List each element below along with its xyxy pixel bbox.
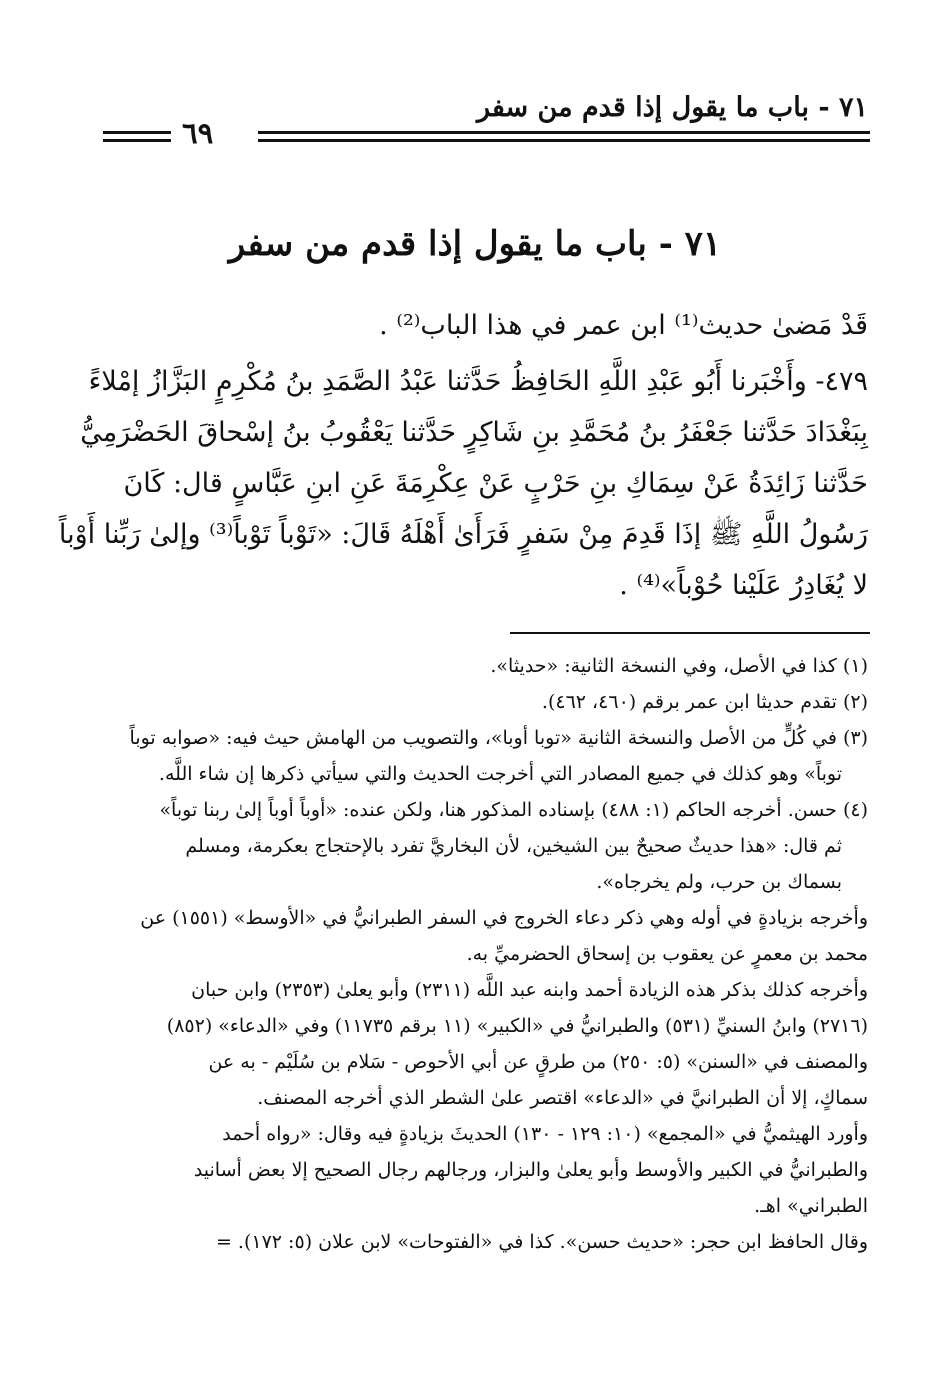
footnote-line: (٣) في كُلٍّ من الأصل والنسخة الثانية «توبا أوبا»، والتصويب من الهامش حيث فيه: «صوابه توباً <box>129 727 868 749</box>
hadith-line: لا يُغَادِرُ عَلَيْنا حُوْباً»⁽⁴⁾ . <box>619 570 868 601</box>
intro-line: قَدْ مَضىٰ حديث⁽¹⁾ ابن عمر في هذا الباب⁽²⁾ . <box>379 310 868 341</box>
footnote-line: (١) كذا في الأصل، وفي النسخة الثانية: «حديثا». <box>490 655 868 677</box>
footnote-line: (٢) تقدم حديثا ابن عمر برقم (٤٦٠، ٤٦٢). <box>541 691 868 713</box>
footnote-line: (٤) حسن. أخرجه الحاكم (١: ٤٨٨) بإسناده المذكور هنا، ولكن عنده: «أوباً أوباً إلىٰ ربنا توباً» <box>159 799 868 821</box>
header-rule-bottom <box>258 139 870 142</box>
hadith-line: رَسُولُ اللَّهِ ﷺ إذَا قَدِمَ مِنْ سَفرٍ فَرَأَىٰ أَهْلَهُ قَالَ: «تَوْباً تَوْباً⁽³⁾ وإلىٰ رَبِّنا أَوْباً <box>58 519 868 550</box>
footnote-line: وأخرجه بزيادةٍ في أوله وهي ذكر دعاء الخروج في السفر الطبرانيُّ في «الأوسط» (١٥٥١) عن <box>140 907 868 929</box>
hadith-line: حَدَّثنا زَائِدَةُ عَنْ سِمَاكِ بنِ حَرْبٍ عَنْ عِكْرِمَةَ عَنِ ابنِ عَبَّاسٍ قال: كَانَ <box>123 468 868 499</box>
page-number: ٦٩ <box>182 116 214 150</box>
header-rule-left-bottom <box>103 139 171 142</box>
footnote-line: (٢٧١٦) وابنُ السنيِّ (٥٣١) والطبرانيُّ في «الكبير» (١١ برقم ١١٧٣٥) وفي «الدعاء» (٨٥٢) <box>166 1015 868 1037</box>
footnote-line: بسماك بن حرب، ولم يخرجاه». <box>596 871 842 893</box>
chapter-title: ٧١ - باب ما يقول إذا قدم من سفر <box>228 224 722 264</box>
hadith-line: بِبَغْدَادَ حَدَّثنا جَعْفَرُ بنُ مُحَمَّدِ بنِ شَاكِرٍ حَدَّثنا يَعْقُوبُ بنُ إسْحاقَ الحَضْرَمِيُّ <box>80 417 868 448</box>
hadith-paragraph <box>58 356 868 611</box>
footnote-line: سماكٍ، إلا أن الطبرانيَّ في «الدعاء» اقتصر علىٰ الشطر الذي أخرجه المصنف. <box>257 1087 868 1109</box>
running-header-title: ٧١ - باب ما يقول إذا قدم من سفر <box>476 92 868 123</box>
footnote-line: وأورد الهيثميُّ في «المجمع» (١٠: ١٢٩ - ١٣٠) الحديثَ بزيادةٍ فيه وقال: «رواه أحمد <box>222 1123 868 1145</box>
footnote-line: توباً» وهو كذلك في جميع المصادر التي أخرجت الحديث والتي سيأتي ذكرها إن شاء اللَّه. <box>158 763 842 785</box>
header-rule-left-top <box>103 131 171 134</box>
footnote-line: والمصنف في «السنن» (٥: ٢٥٠) من طرقٍ عن أبي الأحوص - سَلام بن سُلَيْم - به عن <box>208 1051 868 1073</box>
footnote-separator <box>510 632 870 634</box>
header-rule-top <box>258 131 870 134</box>
footnote-line: والطبرانيُّ في الكبير والأوسط وأبو يعلىٰ والبزار، ورجالهم رجال الصحيح إلا بعض أسانيد <box>193 1159 868 1181</box>
hadith-line: ٤٧٩- وأَخْبَرنا أَبُو عَبْدِ اللَّهِ الحَافِظُ حَدَّثنا عَبْدُ الصَّمَدِ بنُ مُكْرِمٍ البَزَّازُ إمْلاءً <box>88 366 868 397</box>
footnote-line: الطبراني» اهـ. <box>754 1195 868 1217</box>
footnote-line: محمد بن معمرٍ عن يعقوب بن إسحاق الحضرميِّ به. <box>466 943 868 965</box>
footnote-line: وقال الحافظ ابن حجر: «حديث حسن». كذا في «الفتوحات» لابن علان (٥: ١٧٢). = <box>215 1231 868 1253</box>
footnote-line: ثم قال: «هذا حديثٌ صحيحٌ بين الشيخين، لأن البخاريَّ تفرد بالإحتجاج بعكرمة، ومسلم <box>185 835 842 857</box>
footnote-line: وأخرجه كذلك بذكر هذه الزيادة أحمد وابنه عبد اللَّه (٢٣١١) وأبو يعلىٰ (٢٣٥٣) وابن حبان <box>191 979 868 1001</box>
intro-paragraph <box>98 300 868 351</box>
footnotes <box>96 648 868 1260</box>
